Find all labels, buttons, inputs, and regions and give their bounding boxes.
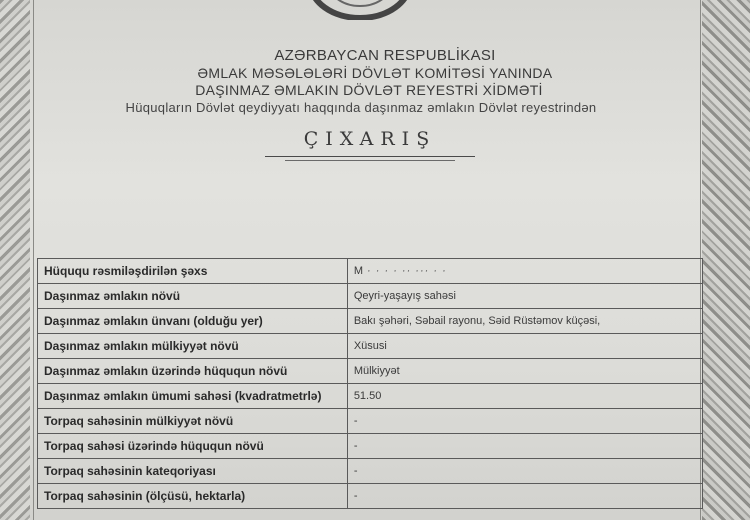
header-republic: AZƏRBAYCAN RESPUBLİKASI [274, 47, 496, 64]
table-row [38, 259, 703, 284]
row-label: Daşınmaz əmlakın mülkiyyət növü [38, 334, 348, 359]
row-value: Bakı şəhəri, Səbail rayonu, Səid Rüstəmov küçəsi, [347, 309, 702, 334]
table-row [38, 384, 703, 409]
header-service: DAŞINMAZ ƏMLAKIN DÖVLƏT REYESTRİ XİDMƏTİ [195, 82, 543, 98]
title-underline-secondary [285, 160, 455, 161]
row-value: Qeyri-yaşayış sahəsi [347, 284, 702, 309]
row-label: Torpaq sahəsi üzərində hüququn növü [38, 434, 348, 459]
row-value: - [347, 434, 702, 459]
table-row [38, 334, 703, 359]
header-committee: ƏMLAK MƏSƏLƏLƏRİ DÖVLƏT KOMİTƏSİ YANINDA [197, 65, 553, 81]
row-label: Torpaq sahəsinin (ölçüsü, hektarla) [38, 484, 348, 509]
row-label: Daşınmaz əmlakın üzərində hüququn növü [38, 359, 348, 384]
table-row [38, 409, 703, 434]
table-row [38, 434, 703, 459]
row-label: Daşınmaz əmlakın ünvanı (olduğu yer) [38, 309, 348, 334]
row-value: - [347, 484, 702, 509]
row-label: Daşınmaz əmlakın ümumi sahəsi (kvadratmetrlə) [38, 384, 348, 409]
row-label: Daşınmaz əmlakın növü [38, 284, 348, 309]
row-value: - [347, 409, 702, 434]
state-emblem-icon [300, 0, 420, 20]
row-value: 51.50 [347, 384, 702, 409]
table-row [38, 459, 703, 484]
table-row [38, 484, 703, 509]
table-row [38, 359, 703, 384]
document-title-block [265, 128, 475, 162]
row-label: Torpaq sahəsinin kateqoriyası [38, 459, 348, 484]
redacted-handwriting: · · · · ·· ··· · · [362, 265, 447, 277]
row-value: - [347, 459, 702, 484]
row-value: Mülkiyyət [347, 359, 702, 384]
row-label: Hüququ rəsmiləşdirilən şəxs [38, 259, 348, 284]
row-label: Torpaq sahəsinin mülkiyyət növü [38, 409, 348, 434]
document-title: ÇIXARIŞ [303, 128, 437, 150]
row-value: Xüsusi [347, 334, 702, 359]
row-value: M · · · · ·· ··· · · [347, 259, 702, 284]
title-underline [265, 156, 475, 157]
table-row [38, 309, 703, 334]
registry-table [37, 258, 703, 509]
header-subtitle: Hüquqların Dövlət qeydiyyatı haqqında daşınmaz əmlakın Dövlət reyestrindən [125, 100, 597, 115]
table-row [38, 284, 703, 309]
